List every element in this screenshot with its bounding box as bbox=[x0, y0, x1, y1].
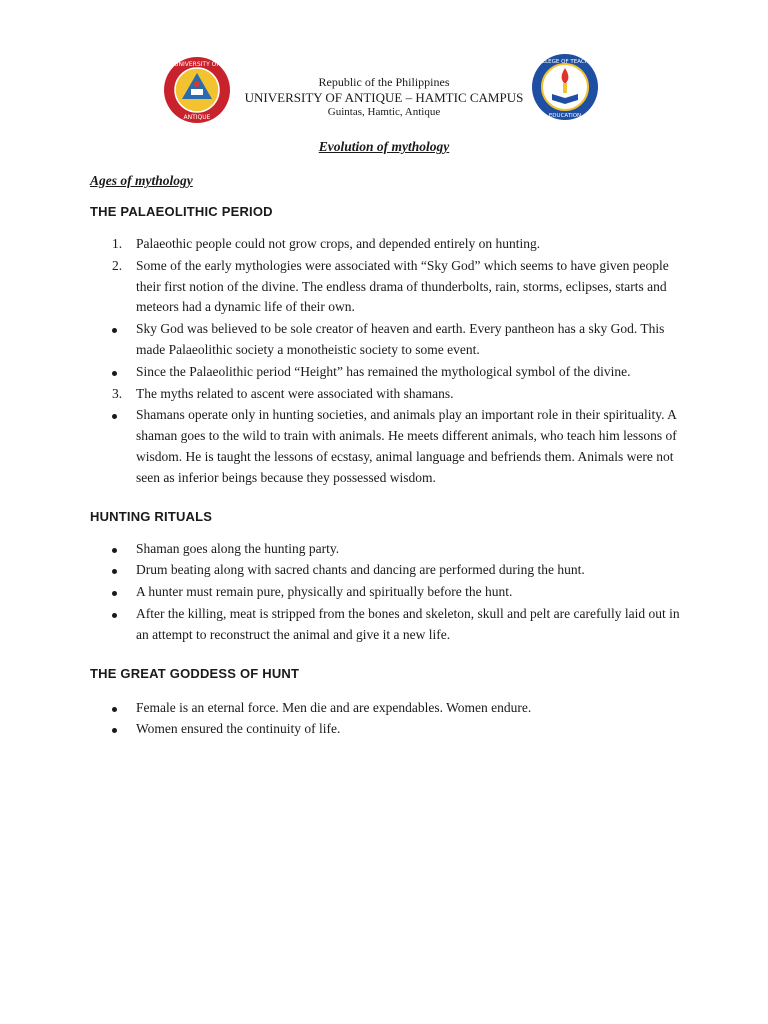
svg-text:ANTIQUE: ANTIQUE bbox=[183, 114, 211, 121]
list-item-text: Shaman goes along the hunting party. bbox=[136, 540, 340, 556]
list-item-text: The myths related to ascent were associated with shamans. bbox=[136, 385, 454, 401]
list-item bbox=[90, 582, 690, 603]
bullet-icon bbox=[112, 539, 132, 560]
list-item-text: Drum beating along with sacred chants and dancing are performed during the hunt. bbox=[136, 562, 585, 578]
svg-text:UNIVERSITY OF: UNIVERSITY OF bbox=[174, 61, 220, 68]
list-item-text: Female is an eternal force. Men die and are expendables. Women endure. bbox=[136, 699, 532, 715]
list-item bbox=[90, 405, 690, 488]
list-item-text: Women ensured the continuity of life. bbox=[136, 721, 341, 737]
list-number: 3. bbox=[112, 385, 123, 401]
letterhead-line-address: Guintas, Hamtic, Antique bbox=[327, 106, 441, 118]
list-item bbox=[90, 539, 690, 560]
list-item bbox=[90, 384, 690, 405]
section-heading: THE GREAT GODDESS OF HUNT bbox=[90, 665, 300, 681]
list-item-text: Since the Palaeolithic period “Height” has remained the mythological symbol of the divine. bbox=[136, 363, 631, 379]
list-item-text: Sky God was believed to be sole creator of heaven and earth. Every pantheon has a sky God. This made Palaeolithic society a monotheistic society to some event. bbox=[136, 321, 665, 357]
list-number: 1. bbox=[112, 236, 123, 251]
list-item bbox=[90, 362, 690, 383]
svg-text:COLLEGE OF TEACHER: COLLEGE OF TEACHER bbox=[533, 59, 597, 65]
bullet-icon bbox=[112, 560, 132, 581]
list-item bbox=[90, 234, 690, 255]
document-body bbox=[90, 171, 690, 741]
document-title: Evolution of mythology bbox=[318, 139, 450, 154]
list-item-text: After the killing, meat is stripped from the bones and skeleton, skull and pelt are carefully laid out in an attempt to reconstruct the animal and give it a new life. bbox=[136, 605, 680, 642]
list-number: 2. bbox=[112, 257, 123, 273]
section-list bbox=[90, 698, 690, 741]
section-list bbox=[90, 539, 690, 646]
list-item bbox=[90, 319, 690, 361]
letterhead-line-republic: Republic of the Philippines bbox=[318, 75, 450, 89]
section-great-goddess bbox=[90, 664, 690, 741]
letterhead bbox=[0, 75, 768, 120]
list-item bbox=[90, 256, 690, 318]
section-heading: HUNTING RITUALS bbox=[90, 508, 213, 524]
section-hunting-rituals bbox=[90, 507, 690, 646]
bullet-icon bbox=[112, 582, 132, 603]
list-item bbox=[90, 560, 690, 581]
section-list bbox=[90, 234, 690, 489]
bullet-icon bbox=[112, 698, 132, 719]
list-item bbox=[90, 604, 690, 646]
bullet-icon bbox=[112, 719, 132, 740]
bullet-icon bbox=[112, 362, 132, 383]
bullet-icon bbox=[112, 319, 132, 340]
list-item-text: Some of the early mythologies were associated with “Sky God” which seems to have given people their first notion of the divine. The endless drama of thunderbolts, rain, storms, eclipses, starts and meteors had a dynamic life of their own. bbox=[136, 257, 669, 315]
bullet-icon bbox=[112, 405, 132, 426]
section-palaeolithic bbox=[90, 202, 690, 489]
list-item-text: Shamans operate only in hunting societies, and animals play an important role in their spirituality. A shaman goes to the wild to train with animals. He meets different animals, who teach him lessons of wisdom. He is taught the lessons of ecstasy, animal language and befriends them. Animals were not seen as inferior beings because they possessed wisdom. bbox=[136, 407, 677, 485]
letterhead-line-university: UNIVERSITY OF ANTIQUE – HAMTIC CAMPUS bbox=[244, 90, 524, 105]
svg-text:EDUCATION: EDUCATION bbox=[548, 113, 582, 119]
list-item-text: Palaeothic people could not grow crops, and depended entirely on hunting. bbox=[136, 236, 541, 251]
list-item bbox=[90, 698, 690, 719]
list-item bbox=[90, 719, 690, 740]
section-heading: THE PALAEOLITHIC PERIOD bbox=[90, 204, 273, 219]
subtitle: Ages of mythology bbox=[90, 173, 193, 188]
list-item-text: A hunter must remain pure, physically and spiritually before the hunt. bbox=[136, 584, 513, 600]
bullet-icon bbox=[112, 604, 132, 625]
